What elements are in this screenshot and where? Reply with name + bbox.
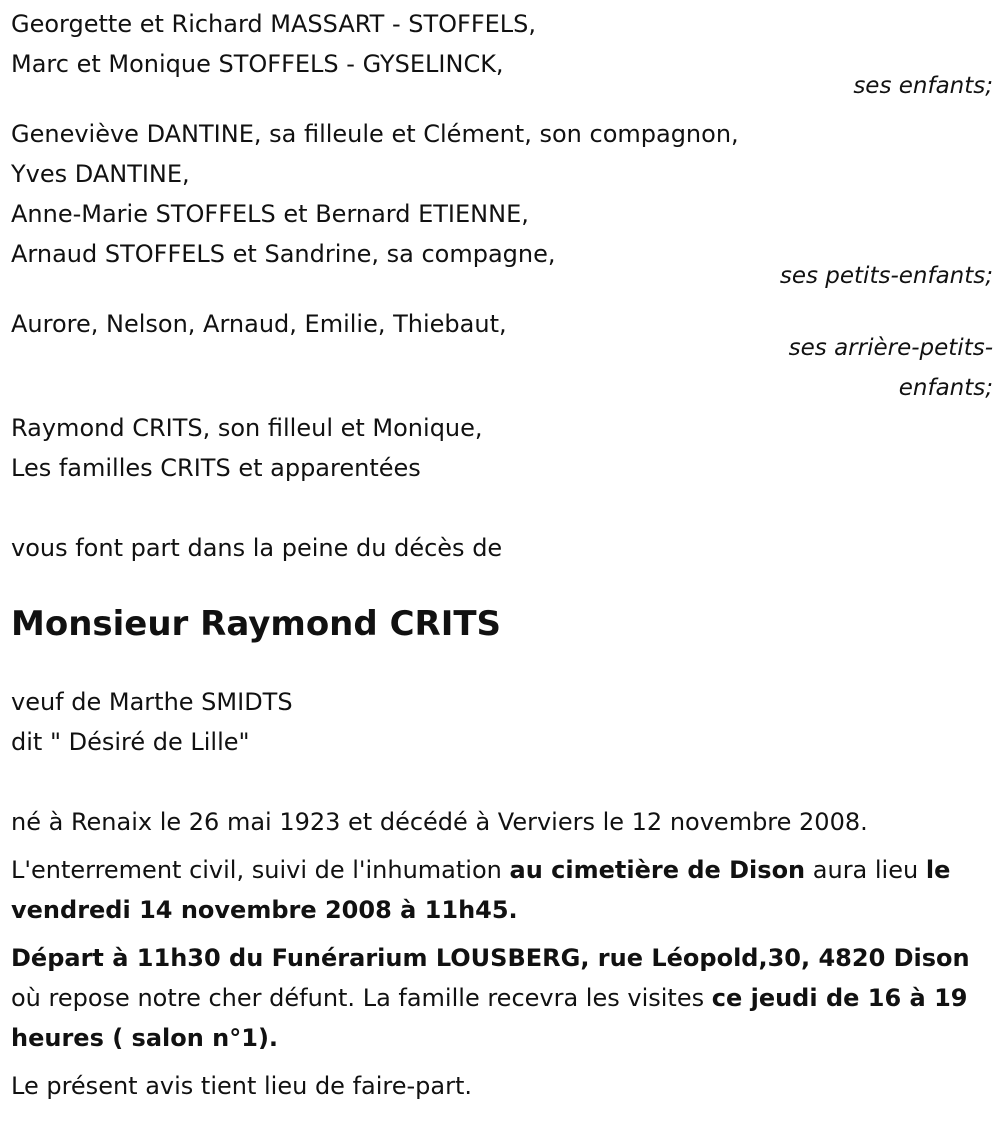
role-great-grandchildren-cont: enfants;: [898, 375, 993, 401]
birth-death-text: né à Renaix le 26 mai 1923 et décédé à Verviers le 12 novembre 2008.: [11, 808, 868, 836]
grandchildren-group: [11, 114, 991, 296]
family-line: Aurore, Nelson, Arnaud, Emilie, Thiebaut,: [11, 310, 507, 338]
obituary-notice: [11, 4, 991, 1106]
funeral-text: L'enterrement civil, suivi de l'inhumation: [11, 856, 510, 884]
closing-text: Le présent avis tient lieu de faire-part.: [11, 1072, 473, 1100]
great-grandchildren-group: [11, 304, 991, 408]
funeral-paragraph: [11, 850, 991, 930]
role-grandchildren: ses petits-enfants;: [779, 263, 993, 289]
children-group: [11, 4, 991, 106]
funeral-place: au cimetière de Dison: [509, 856, 806, 884]
funeral-text-cont: aura lieu: [805, 856, 926, 884]
nickname-text: dit " Désiré de Lille": [11, 728, 250, 756]
departure-paragraph: [11, 938, 991, 1058]
family-line: Marc et Monique STOFFELS - GYSELINCK,: [11, 50, 504, 78]
family-line: Georgette et Richard MASSART - STOFFELS,: [11, 10, 537, 38]
role-great-grandchildren: ses arrière-petits-: [788, 335, 993, 361]
family-line: Les familles CRITS et apparentées: [11, 454, 421, 482]
others-group: [11, 408, 991, 488]
family-line: Anne-Marie STOFFELS et Bernard ETIENNE,: [11, 200, 529, 228]
role-children: ses enfants;: [853, 73, 993, 99]
departure-location: Départ à 11h30 du Funérarium LOUSBERG, rue Léopold,30, 4820 Dison: [11, 944, 970, 972]
widower-text: veuf de Marthe SMIDTS: [11, 688, 293, 716]
family-line: Arnaud STOFFELS et Sandrine, sa compagne,: [11, 240, 556, 268]
family-line: Raymond CRITS, son filleul et Monique,: [11, 414, 483, 442]
funeral-date: le vendredi 14 novembre 2008 à 11h45.: [11, 856, 951, 924]
deceased-name: Monsieur Raymond CRITS: [11, 604, 502, 644]
family-line: Geneviève DANTINE, sa filleule et Clément, son compagnon,: [11, 120, 739, 148]
family-line: Yves DANTINE,: [11, 160, 190, 188]
announcement-text: vous font part dans la peine du décès de: [11, 534, 503, 562]
visit-time: ce jeudi de 16 à 19 heures ( salon n°1).: [11, 984, 968, 1052]
departure-text: où repose notre cher défunt. La famille recevra les visites: [11, 984, 712, 1012]
